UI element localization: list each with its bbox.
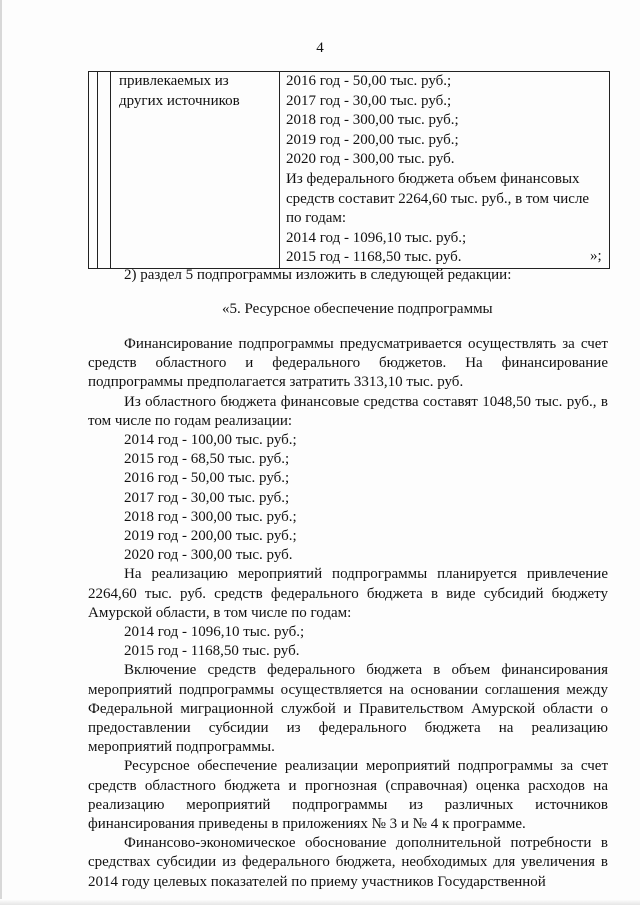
- paragraph-inclusion: Включение средств федерального бюджета в объем финансирования мероприятий подпрограммы осуществляется на основании соглашения между Федеральной миграционной службой и Правительством Амурской области о предоставлении субсидии из федерального бюджета на реализацию мероприятий подпрограммы.: [88, 662, 608, 756]
- regional-year-line: 2014 год - 100,00 тыс. руб.;: [124, 432, 297, 449]
- value-line: 2019 год - 200,00 тыс. руб.;: [286, 131, 459, 148]
- source-label-line: привлекаемых из: [119, 73, 229, 89]
- value-line: 2017 год - 30,00 тыс. руб.;: [286, 92, 452, 109]
- table-cell-source-label: [111, 72, 280, 269]
- scan-edge-shadow: [0, 0, 2, 905]
- paragraph-federal: На реализацию мероприятий подпрограммы планируется привлечение 2264,60 тыс. руб. средств федерального бюджета в виде субсидий бюджету Амурской области, в том числе по годам:: [88, 566, 608, 621]
- regional-year-line: 2015 год - 68,50 тыс. руб.;: [124, 451, 290, 468]
- table-cell-empty: [89, 72, 98, 269]
- value-line: 2014 год - 1096,10 тыс. руб.;: [286, 229, 467, 246]
- page-number: 4: [316, 40, 324, 56]
- value-line: Из федерального бюджета объем финансовых: [286, 170, 580, 187]
- paragraph-regional: Из областного бюджета финансовые средства составят 1048,50 тыс. руб., в том числе по годам реализации:: [88, 393, 608, 429]
- table-cell-empty: [98, 72, 111, 269]
- value-line: 2020 год - 300,00 тыс. руб.: [286, 151, 455, 168]
- paragraph-resources: Ресурсное обеспечение реализации мероприятий подпрограммы за счет средств областного бюджета и прогнозная (справочная) оценка расходов на реализацию мероприятий подпрограммы из различных источников финансирования приведены в приложениях № 3 и № 4 к программе.: [88, 758, 608, 833]
- scan-bottom-shadow: [0, 899, 640, 905]
- table-row: [89, 72, 610, 269]
- federal-year-line: 2014 год - 1096,10 тыс. руб.;: [124, 624, 305, 641]
- value-line: средств составит 2264,60 тыс. руб., в том числе: [286, 190, 590, 207]
- value-line: 2015 год - 1168,50 тыс. руб.: [286, 249, 462, 266]
- table-cell-source-values: [280, 72, 610, 269]
- value-line: по годам:: [286, 210, 347, 227]
- closing-quote: »;: [590, 248, 602, 264]
- paragraph-financing: Финансирование подпрограммы предусматривается осуществлять за счет средств областного и федерального бюджетов. На финансирование подпрограммы предполагается затратить 3313,10 тыс. руб.: [88, 336, 608, 391]
- value-line: 2016 год - 50,00 тыс. руб.;: [286, 73, 452, 89]
- federal-year-line: 2015 год - 1168,50 тыс. руб.: [124, 643, 300, 660]
- section-title-block: [88, 300, 608, 319]
- source-label-line: других источников: [119, 92, 240, 109]
- funding-sources-table: [88, 71, 610, 269]
- regional-year-line: 2018 год - 300,00 тыс. руб.;: [124, 508, 297, 525]
- paragraph-section5-intro: 2) раздел 5 подпрограммы изложить в следующей редакции:: [124, 267, 512, 283]
- section-title: «5. Ресурсное обеспечение подпрограммы: [222, 301, 493, 317]
- regional-year-line: 2020 год - 300,00 тыс. руб.: [124, 547, 293, 564]
- regional-year-line: 2019 год - 200,00 тыс. руб.;: [124, 528, 297, 545]
- regional-year-line: 2016 год - 50,00 тыс. руб.;: [124, 470, 290, 487]
- value-line: 2018 год - 300,00 тыс. руб.;: [286, 112, 459, 129]
- section-intro-block: [88, 266, 608, 285]
- paragraph-economic: Финансово-экономическое обоснование дополнительной потребности в средствах субсидии из федерального бюджета, необходимых для увеличения в 2014 году целевых показателей по приему участников Государственной: [88, 835, 608, 890]
- main-body: [88, 335, 608, 892]
- regional-year-line: 2017 год - 30,00 тыс. руб.;: [124, 489, 290, 506]
